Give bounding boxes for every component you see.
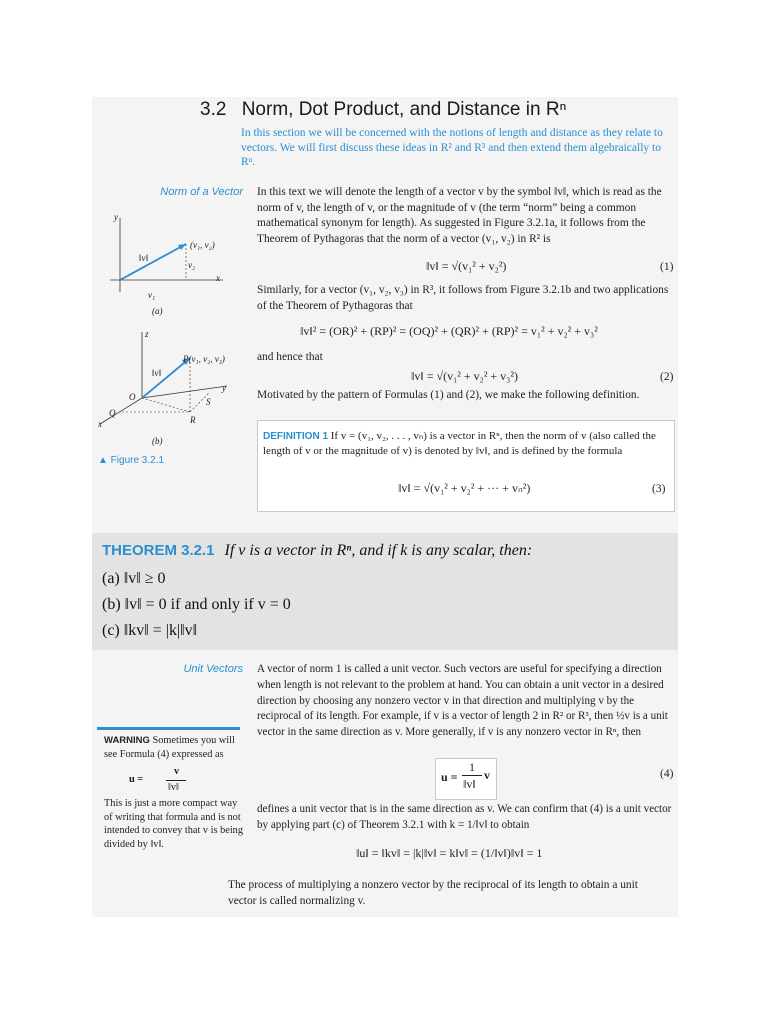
warning-eq-numerator: v <box>174 766 180 777</box>
definition-text-block <box>263 429 669 459</box>
figure-caption: ▲ Figure 3.2.1 <box>98 455 165 466</box>
equation-5: ‖u‖ = ‖kv‖ = |k|‖v‖ = k‖v‖ = (1/‖v‖)‖v‖ = 1 <box>356 846 543 860</box>
definition-text: If v = (v₁, v₂, . . . , vₙ) is a vector in Rⁿ, then the norm of v (also called the length of v or the magnitude of v) is denoted by ‖v‖, and is defined by the formula <box>263 430 656 457</box>
theorem-header <box>102 542 532 560</box>
fig-a-v1-label: v₁ <box>148 290 156 300</box>
fig-a-caption: (a) <box>152 306 163 316</box>
fig-b-norm-label: ‖v‖ <box>152 368 162 378</box>
equation-pythagoras: ‖v‖² = (OR)² + (RP)² = (OQ)² + (QR)² + (RP)² = v₁² + v₂² + v₃² <box>300 324 598 338</box>
fig-b-q-label: Q <box>109 408 116 418</box>
equation-4-number: (4) <box>660 768 674 780</box>
fig-a-x-label: x <box>216 273 220 283</box>
fig-a-y-label: y <box>114 212 118 222</box>
norm-paragraph-3: Motivated by the pattern of Formulas (1) and (2), we make the following definition. <box>257 389 640 401</box>
warning-accent-bar <box>97 727 240 730</box>
norm-paragraph-2: Similarly, for a vector (v₁, v₂, v₃) in R³, it follows from Figure 3.2.1b and two applications of the Theorem of Pythagoras that <box>257 284 669 312</box>
definition-equation-number: (3) <box>652 483 666 495</box>
warning-text-1: Sometimes you will see Formula (4) expressed as <box>104 735 235 760</box>
warning-text-1-block <box>104 734 244 761</box>
warning-eq-lhs: u = <box>129 774 144 785</box>
unit-paragraph-3: The process of multiplying a nonzero vector by the reciprocal of its length to obtain a unit vector is called normalizing v. <box>228 879 638 907</box>
equation-4-fraction-bar <box>462 775 482 776</box>
warning-eq-denominator: ‖v‖ <box>168 782 179 793</box>
unit-paragraph-2: defines a unit vector that is in the same direction as v. We can confirm that (4) is a unit vector by applying part (c) of Theorem 3.2.1 with k = 1/‖v‖ to obtain <box>257 803 672 831</box>
equation-1: ‖v‖ = √(v₁² + v₂²) <box>426 259 507 273</box>
section-title <box>200 99 566 121</box>
or-leg <box>142 398 190 412</box>
fig-a-point-label: (v₁, v₂) <box>190 240 215 250</box>
and-hence-text: and hence that <box>257 351 323 363</box>
section-title-text: Norm, Dot Product, and Distance in Rⁿ <box>241 99 567 120</box>
fig-b-r-label: R <box>190 415 196 425</box>
equation-4-numerator: 1 <box>469 760 475 774</box>
fig-b-x-label: x <box>98 419 102 429</box>
equation-4-denominator: ‖v‖ <box>463 777 476 791</box>
fig-b-caption: (b) <box>152 436 163 446</box>
theorem-item-a: (a) ‖v‖ ≥ 0 <box>102 570 166 587</box>
norm-paragraph-1: In this text we will denote the length of a vector v by the symbol ‖v‖, which is read as the norm of v, the length of v, or the magnitude of v (the term “norm” being a common mathematical synonym for length). As suggested in Figure 3.2.1a, it follows from the Theorem of Pythagoras that the norm of a vector (v₁, v₂) in R² is <box>257 186 662 245</box>
theorem-item-b: (b) ‖v‖ = 0 if and only if v = 0 <box>102 596 291 613</box>
equation-1-number: (1) <box>660 261 674 273</box>
side-label-unit-vectors: Unit Vectors <box>183 663 243 675</box>
unit-paragraph-1: A vector of norm 1 is called a unit vector. Such vectors are useful for specifying a direction when length is not relevant to the problem at hand. You can obtain a unit vector in a desired direction by choosing any nonzero vector v in that direction and multiplying v by the reciprocal of its length. For example, if v is a vector of length 2 in R² or R³, then ½v is a unit vector in the same direction as v. More generally, if v is any nonzero vector in Rⁿ, then <box>257 663 668 739</box>
fig-b-point-label: P(v₁, v₂, v₃) <box>183 354 225 364</box>
equation-2: ‖v‖ = √(v₁² + v₂² + v₃²) <box>411 369 518 383</box>
definition-equation: ‖v‖ = √(v₁² + v₂² + ··· + vₙ²) <box>398 481 531 495</box>
side-label-norm: Norm of a Vector <box>160 186 243 198</box>
warning-text-2: This is just a more compact way of writing that formula and is not intended to convey that v is being divided by ‖v‖. <box>104 798 243 850</box>
definition-head: DEFINITION 1 <box>263 431 329 442</box>
fig-b-o-label: O <box>129 392 136 402</box>
theorem-item-c: (c) ‖kv‖ = |k|‖v‖ <box>102 622 198 639</box>
warning-head: WARNING <box>104 735 150 746</box>
equation-4-v: v <box>484 768 490 782</box>
equation-4-lhs: u = <box>441 770 458 784</box>
vector-arrow <box>120 244 186 280</box>
theorem-statement: If v is a vector in Rⁿ, and if k is any scalar, then: <box>224 542 533 559</box>
section-number: 3.2 <box>200 99 227 120</box>
fig-a-v2-label: v₂ <box>188 260 196 270</box>
fig-b-z-label: z <box>145 329 149 339</box>
fig-b-s-label: S <box>206 397 211 407</box>
figure-3-2-1a <box>108 212 238 302</box>
fig-a-norm-label: ‖v‖ <box>139 253 149 263</box>
equation-2-number: (2) <box>660 371 674 383</box>
theorem-title: THEOREM 3.2.1 <box>102 542 215 559</box>
fig-b-y-label: y <box>222 383 226 393</box>
intro-paragraph: In this section we will be concerned with the notions of length and distance as they relate to vectors. We will first discuss these ideas in R² and R³ and then extend them algebraically to Rⁿ. <box>241 127 663 168</box>
